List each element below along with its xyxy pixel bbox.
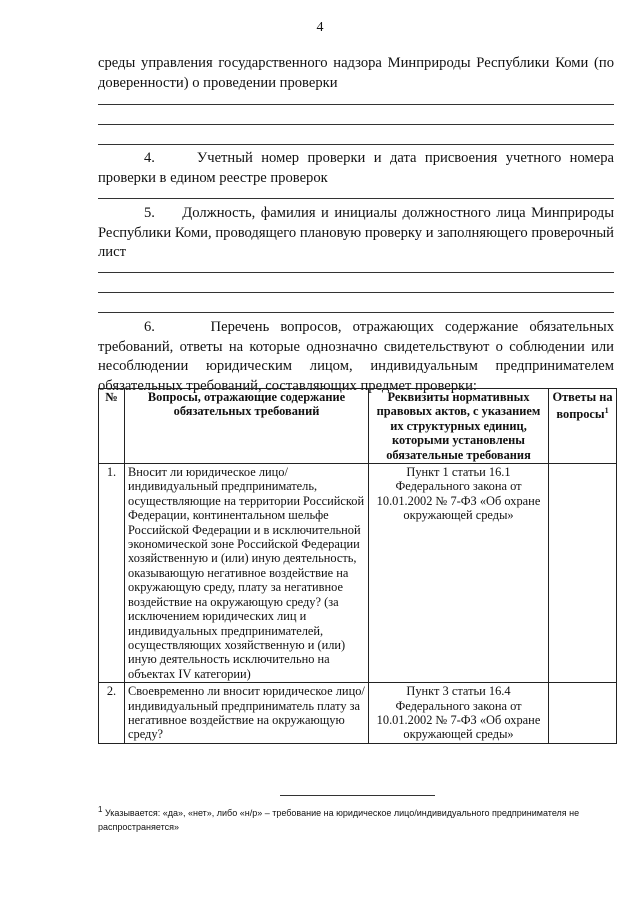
fill-line (98, 104, 614, 105)
footnote (98, 803, 618, 834)
row-answer-cell[interactable] (549, 683, 617, 744)
item-6-text: Перечень вопросов, отражающих содержание обязательных требований, ответы на которые однозначно свидетельствуют о соблюдении или несоблюдении юридическим лицом, индивидуальным предпринимателем обязательных требований, составляющих предмет проверки: (98, 319, 614, 394)
item-5-paragraph (98, 204, 614, 263)
fill-line (98, 144, 614, 145)
requirements-checklist-table (98, 388, 617, 744)
item-4-paragraph (98, 149, 614, 188)
footnote-text: Указывается: «да», «нет», либо «н/р» – требование на юридическое лицо/индивидуального предпринимателя не распространяется» (98, 808, 580, 832)
footnote-mark: 1 (98, 805, 103, 814)
item-4-text: Учетный номер проверки и дата присвоения учетного номера проверки в едином реестре проверок (98, 150, 614, 186)
row-reference: Пункт 3 статьи 16.4 Федерального закона от 10.01.2002 № 7-ФЗ «Об охране окружающей среды» (369, 683, 549, 744)
header-answer-label: Ответы на вопросы (552, 390, 613, 422)
header-reference: Реквизиты нормативных правовых актов, с указанием их структурных единиц, которыми установлены обязательные требования (369, 389, 549, 464)
footnote-separator (280, 795, 435, 796)
row-reference: Пункт 1 статьи 16.1 Федерального закона от 10.01.2002 № 7-ФЗ «Об охране окружающей среды» (369, 464, 549, 683)
table-header-row (99, 389, 617, 464)
header-question: Вопросы, отражающие содержание обязательных требований (125, 389, 369, 464)
fill-line (98, 198, 614, 199)
row-question: Вносит ли юридическое лицо/индивидуальный предприниматель, осуществляющие на территории Российской Федерации, континентальном шельфе Российской Федерации и в исключительной экономической зоне Российской Федерации хозяйственную и (или) иную деятельность, оказывающую негативное воздействие на окружающую среду, плату за негативное воздействие на окружающую среду? (за исключением юридических лиц и индивидуальных предпринимателей, осуществляющих хозяйственную и (или) иную деятельность исключительно на объектах IV категории) (125, 464, 369, 683)
item-5-number: 5. (144, 205, 155, 221)
item-6-number: 6. (144, 319, 155, 335)
row-question: Своевременно ли вносит юридическое лицо/индивидуальный предприниматель плату за негативное воздействие на окружающую среду? (125, 683, 369, 744)
header-answer (549, 389, 617, 464)
fill-line (98, 312, 614, 313)
fill-line (98, 292, 614, 293)
fill-line (98, 272, 614, 273)
header-number: № (99, 389, 125, 464)
item-6-paragraph (98, 318, 614, 396)
row-answer-cell[interactable] (549, 464, 617, 683)
row-number: 2. (99, 683, 125, 744)
page-number: 4 (316, 20, 324, 35)
row-number: 1. (99, 464, 125, 683)
table-row (99, 683, 617, 744)
fill-line (98, 124, 614, 125)
table-row (99, 464, 617, 683)
footnote-reference-mark: 1 (604, 406, 609, 416)
item-4-number: 4. (144, 150, 155, 166)
item-5-text: Должность, фамилия и инициалы должностного лица Минприроды Республики Коми, проводящего плановую проверку и заполняющего проверочный лист (98, 205, 614, 260)
continuation-paragraph: среды управления государственного надзора Минприроды Республики Коми (по доверенности) о проведении проверки (98, 55, 614, 91)
